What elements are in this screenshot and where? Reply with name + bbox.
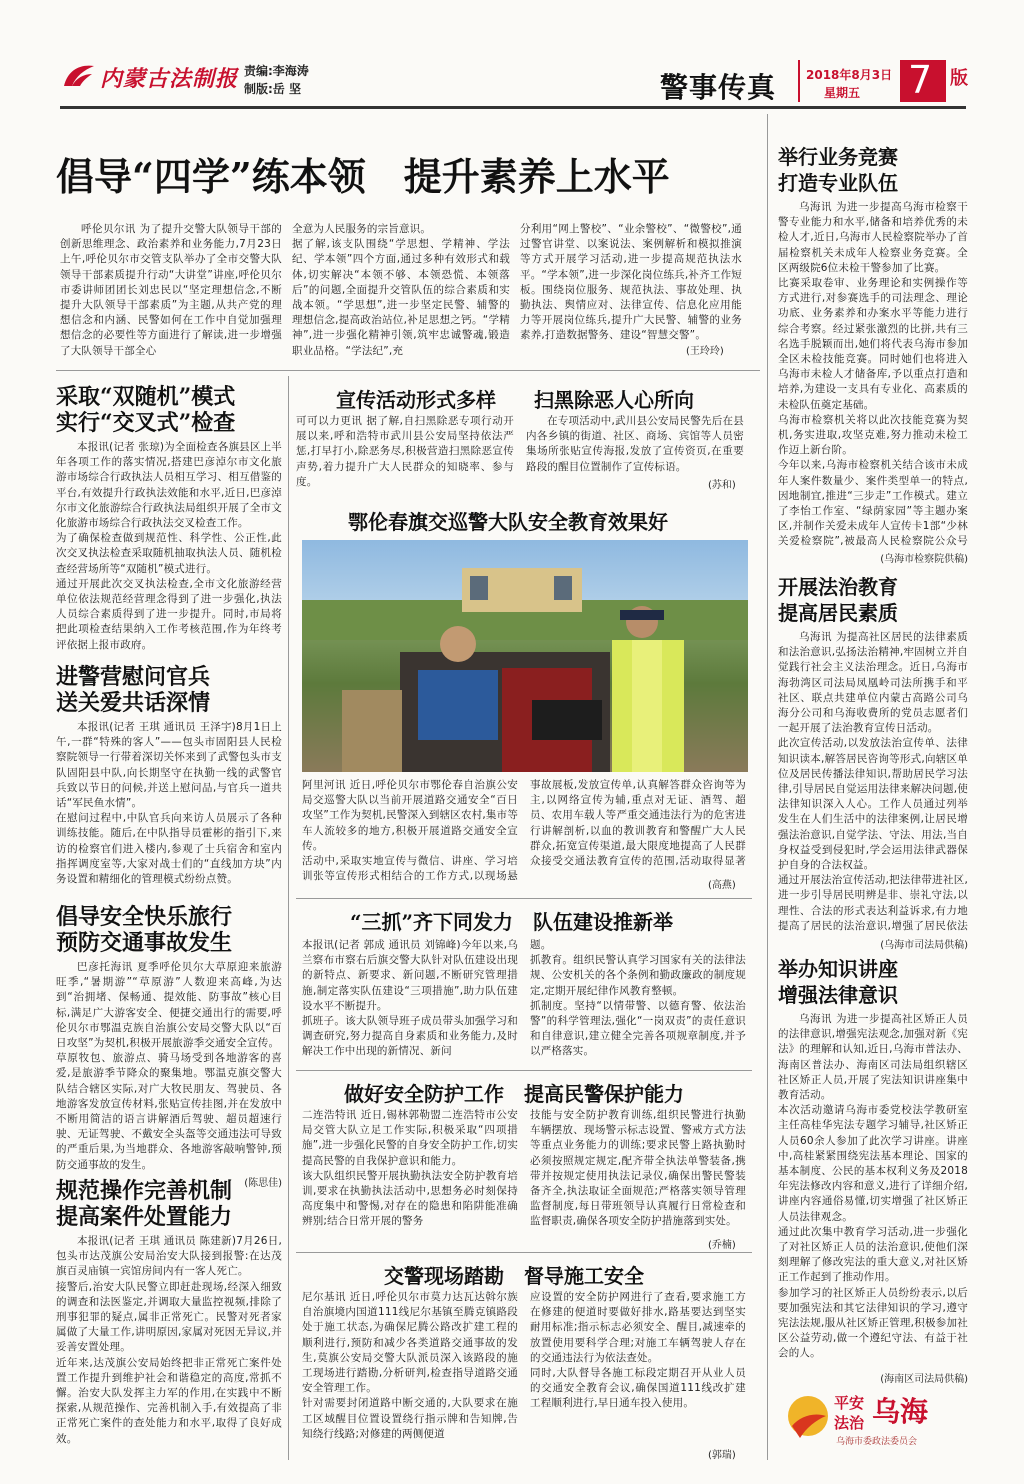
left-article-4-body: 本报讯(记者 王琪 通讯员 陈建新)7月26日,包头市达茂旗公安局治安大队接到报警:在达茂旗百灵庙镇一宾馆房间内有一客人死亡。 接警后,治安大队民警立即赶赴现场,经深入细致的调查和法医鉴定,并调取大量监控视频,排除了刑事犯罪的疑点,属非正常死亡。民警对死者家属做了大量工作,讲明原因,家属对死因无异议,并妥善安置处理。 近年来,达茂旗公安局始终把非正常死亡案件处置工作提升到维护社会和谐稳定的高度,常抓不懈。治安大队发挥主力军的作用,在实践中不断探索,从规范操作、完善机制入手,有效提高了非正常死亡案件的查处能力和水平,取得了良好成效。 xyxy=(56,1235,282,1445)
safety-top-rule xyxy=(296,1070,752,1071)
left-article-2-title-line1: 进警营慰问官兵 xyxy=(56,664,211,690)
right-article-2 xyxy=(778,574,968,951)
right-article-2-title-line2: 提高居民素质 xyxy=(778,601,898,625)
masthead-divider xyxy=(798,60,800,102)
crime-body: 在专项活动中,武川县公安局民警先后在县内各乡镇的街道、社区、商场、宾馆等人员密集场所张贴宣传海报,发放了宣传资页,在重要路段的醒目位置制作了宣传标语。 xyxy=(526,415,744,473)
page-unit: 版 xyxy=(950,68,968,89)
traffic-col-2: 应设置的安全防护网进行了查看,要求施工方在修建的便道时要做好排水,路基要达到坚实耐用标准;指示标志必须安全、醒目,减速牵的放置使用要科学合理;对施工车辆驾驶人存在的交通违法行为依法查处。 同时,大队督导各施工标段定期召开从业人员的交通安全教育会议,确保国道111线改扩建工程顺利进行,早日通车投入使用。 xyxy=(530,1291,746,1410)
right-article-3-body: 乌海讯 为进一步提高社区矫正人员的法律意识,增强宪法观念,加强对新《宪法》的理解和认知,近日,乌海市普法办、海南区普法办、海南区司法局组织辖区社区矫正人员,开展了宪法知识讲座集中教育活动。 本次活动邀请乌海市委党校法学教研室主任高桂华宪法专题学习辅导,社区矫正人员60余人参加了此次学习讲座。讲座中,高桂紧紧围绕宪法基本理论、国家的基本制度、公民的基本权利义务及2018年宪法修改内容和意义,进行了详细介绍,讲座内容通俗易懂,切实增强了社区矫正人员法律观念。 通过此次集中教育学习活动,进一步强化了对社区矫正人员的法治意识,使他们深刻理解了修改宪法的重大意义,对社区矫正工作起到了推动作用。 参加学习的社区矫正人员纷纷表示,以后要加强宪法和其它法律知识的学习,遵守宪法法规,服从社区矫正管理,积极参加社区公益劳动,做一个遵纪守法、有益于社会的人。 xyxy=(778,1013,968,1360)
logo-brand: 乌海 xyxy=(872,1395,929,1428)
left-article-2-title-line2: 送关爱共话深情 xyxy=(56,690,211,716)
producer-credit: 制版:岳 坚 xyxy=(244,82,301,96)
sanzhua-col-2: 题。 抓教育。组织民警认真学习国家有关的法律法规、公安机关的各个条例和勤政廉政的制度规定,定期开展纪律作风教育整顿。 抓制度。坚持“以情带警、以德育警、依法治警”的科学管理法,强化“一岗双责”的责任意识和自律意识,建立健全完善各项规章制度,并予以严格落实。 xyxy=(530,939,746,1058)
left-article-1-body: 本报讯(记者 张琼)为全面检查各旗县区上半年各项工作的落实情况,搭建巴彦淖尔市文化旅游市场综合行政执法人员相互学习、相互借鉴的平台,有效提升行政执法效能和水平,近日,巴彦淖尔市文化旅游综合行政执法局组织开展了全市文化旅游市场综合行政执法交叉检查工作。 为了确保检查做到规范性、科学性、公正性,此次交叉执法检查采取随机抽取执法人员、随机检查经营场所等“双随机”模式进行。 通过开展此次交叉执法检查,全市文化旅游经营单位依法规范经营理念得到了进一步强化,执法人员综合素质得到了进一步提升。同时,市局将把此项检查结果纳入工作考核范围,作为年终考评依据上报市政府。 xyxy=(56,441,282,651)
oroqen-col-2: 事故展板,发放宣传单,认真解答群众咨询等为主,以网络宣传为辅,重点对无证、酒驾、超员、农用车载人等严重交通违法行为的危害进行讲解剖析,以血的教训教育和警醒广大人民群众,拓宽宣传渠道,最大限度地提高了人民群众接受交通法教育宣传的范围,活动取得显著 xyxy=(530,779,746,868)
right-article-1-body: 乌海讯 为进一步提高乌海市检察干警专业能力和水平,储备和培养优秀的未检人才,近日,乌海市人民检察院举办了首届检察机关未成年人检察业务竞赛。全区两级院6位未检干警参加了比赛。 比赛采取卷审、业务理论和实例操作等方式进行,对参赛选手的司法理念、理论功底、业务素养和办案水平等能力进行综合考察。经过紧张激烈的比拼,共有三名选手脱颖而出,她们将代表乌海市参加全区未检技能竞赛。同时她们也将进入乌海市未检人才储备库,予以重点打造和培养,为建设一支具有专业化、高素质的未检队伍奠定基础。 乌海市检察机关将以此次技能竞赛为契机,务实进取,攻坚克难,努力推动未检工作迈上新台阶。 今年以来,乌海市检察机关结合该市未成年人案件数量少、案件类型单一的特点,因地制宜,推进“三步走”工作模式。建立了李怡工作室、“绿荫家园”等主题办案区,并制作关爱未成年人宣传卡1部“少林关爱检察院”,被最高人民检察院公众号 xyxy=(778,201,968,548)
safety-title: 做好安全防护工作 提高民警保护能力 xyxy=(344,1082,684,1106)
left-article-3 xyxy=(56,904,282,1189)
sanzhua-col-1: 本报讯(记者 郭成 通讯员 刘锦峰)今年以来,乌兰察布市察右后旗交警大队针对队伍建设出现的新特点、新要求、新问题,不断研究管理措施,制定落实队伍建设“三项措施”,助力队伍建设水平不断提升。 抓班子。该大队领导班子成员带头加强学习和调查研究,努力提高自身素质和业务能力,及时解决工作中出现的新情况、新问 xyxy=(302,939,518,1058)
issue-weekday: 星期五 xyxy=(824,86,861,100)
left-article-4 xyxy=(56,1178,282,1456)
lead-headline: 倡导“四学”练本领 提升素养上水平 xyxy=(56,154,670,199)
left-article-3-author: (陈思佳) xyxy=(244,1178,282,1189)
traffic-author: (郭瑞) xyxy=(708,1450,736,1461)
traffic-title: 交警现场踏勘 督导施工安全 xyxy=(384,1264,644,1288)
issue-date: 2018年8月3日 xyxy=(806,68,893,82)
newspaper-logo: 内蒙古法制报 xyxy=(100,66,239,92)
page-number: 7 xyxy=(908,58,933,102)
oroqen-col-1: 阿里河讯 近日,呼伦贝尔市鄂伦春自治旗公安局交巡警大队以当前开展道路交通安全“百日攻坚”工作为契机,民警深入到辖区农村,集市等车人流较多的地方,积极开展道路交通安全宣传。 活动中,采取实地宣传与微信、讲座、学习培训张等宣传形式相结合的工作方式,以现场悬 xyxy=(302,779,518,883)
masthead xyxy=(0,0,1024,108)
logo-line-1: 平安 xyxy=(834,1394,865,1412)
lead-col-2: 全意为人民服务的宗旨意识。 据了解,该支队围绕“学思想、学精神、学法纪、学本领”四个方面,通过多种有效形式和载体,切实解决“本领不够、本领恐慌、本领落后”的问题,全面提升交管队伍的综合素质和实战本领。“学思想”,进一步坚定民警、辅警的理想信念,提高政治站位,补足思想之钙。“学精神”,进一步强化精神引领,筑牢忠诚警魂,锻造职业品格。“学法纪”,充 xyxy=(292,223,510,357)
masthead-rule xyxy=(60,106,966,109)
logo-sun-icon xyxy=(786,1394,830,1440)
right-column-rule xyxy=(767,114,768,1460)
right-article-3 xyxy=(778,956,968,1385)
traffic-col-1: 尼尔基讯 近日,呼伦贝尔市莫力达瓦达斡尔族自治旗境内国道111线尼尔基镇至腾克镇路段处于施工状态,为确保尼腾公路改扩建工程的顺利进行,预防和减少各类道路交通事故的发生,莫旗公安局交警大队派员深入该路段的施工现场进行踏勘,分析研判,检查指导道路交通安全管理工作。 针对需要封闭道路中断交通的,大队要求在施工区域醒目位置设置绕行指示牌和告知牌,告知绕行线路;对修建的两侧便道 xyxy=(302,1291,518,1440)
right-article-2-title-line1: 开展法治教育 xyxy=(778,575,898,599)
left-article-3-body: 巴彦托海讯 夏季呼伦贝尔大草原迎来旅游旺季,“暑期游”“草原游”人数迎来高峰,为达到“治拥堵、保畅通、提效能、防事故”核心目标,满足广大游客安全、便捷交通出行的需要,呼伦贝尔市鄂温克族自治旗公安局交警大队以“百日攻坚”为契机,积极开展旅游季交通安全宣传。 草原牧包、旅游点、骑马场受到各地游客的喜爱,是旅游季节降众的聚集地。鄂温克旗交警大队结合辖区实际,对广大牧民朋友、驾驶员、各地游客发放宣传材料,张贴宣传挂图,并在发放中不断用简洁的语言讲解酒后驾驶、超员超速行驶、无证驾驶、不戴安全头盔等交通违法可导致的严重后果,为当地群众、各地游客敲响警钟,预防交通事故的发生。 xyxy=(56,961,282,1171)
safety-author: (乔楠) xyxy=(708,1240,736,1251)
traffic-top-rule xyxy=(296,1252,752,1253)
lead-author: (王玲玲) xyxy=(686,346,724,357)
oroqen-title: 鄂伦春旗交巡警大队安全教育效果好 xyxy=(348,510,668,534)
left-column-rule xyxy=(288,376,289,1460)
propaganda-title: 宣传活动形式多样 xyxy=(336,388,496,412)
ping-an-wuhai-logo xyxy=(786,1390,976,1450)
right-article-2-body: 乌海讯 为提高社区居民的法律素质和法治意识,弘扬法治精神,牢固树立并自觉践行社会主义法治理念。近日,乌海市海勃湾区司法局凤凰岭司法所携手和平社区、联点共建单位内蒙古高路公司乌海分公司和乌海收费所的党员志愿者们一起开展了法治教育宣传日活动。 此次宣传活动,以发放法治宣传单、法律知识读本,解答居民咨询等形式,向辖区单位及居民传播法律知识,帮助居民学习法律,引导居民自觉运用法律来解决问题,使法律知识深入人心。工作人员通过列举发生在人们生活中的法律案例,让居民增强法治意识,自觉学法、守法、用法,当自身权益受到侵犯时,学会运用法律武器保护自身的合法权益。 通过开展法治宣传活动,把法律带进社区,进一步引导居民明辨是非、崇礼守法,以理性、合法的形式表达利益诉求,有力地提高了居民的法治意识,增强了居民依法 xyxy=(778,631,968,932)
left-article-3-title-line1: 倡导安全快乐旅行 xyxy=(56,904,233,930)
editor-credit: 责编:李海涛 xyxy=(244,64,309,78)
right-article-1 xyxy=(778,144,968,565)
oroqen-author: (高燕) xyxy=(708,880,736,891)
logo-line-2: 法治 xyxy=(834,1414,865,1432)
right-article-1-title-line2: 打造专业队伍 xyxy=(778,171,898,195)
right-article-3-author: (海南区司法局供稿) xyxy=(880,1374,968,1385)
sanzhua-top-rule xyxy=(296,898,752,899)
left-article-4-title-line1: 规范操作完善机制 xyxy=(56,1178,233,1204)
right-article-1-title-line1: 举行业务竞赛 xyxy=(778,145,898,169)
logo-subtitle: 乌海市委政法委员会 xyxy=(836,1437,918,1447)
left-article-3-title-line2: 预防交通事故发生 xyxy=(56,930,233,956)
right-article-3-title-line2: 增强法律意识 xyxy=(778,983,898,1007)
right-article-3-title-line1: 举办知识讲座 xyxy=(778,957,898,981)
propaganda-body: 可可以力更讯 据了解,自扫黑除恶专项行动开展以来,呼和浩特市武川县公安局坚持依法严惩,打早打小,除恶务尽,积极营造扫黑除恶宣传声势,着力提升广大人民群众的知晓率、参与度。 xyxy=(296,415,514,488)
section-title: 警事传真 xyxy=(660,71,777,104)
left-article-1-title-line2: 实行“交叉式”检查 xyxy=(56,410,236,436)
logo-mark-icon xyxy=(62,62,96,88)
lead-col-3: 分利用“网上警校”、“业余警校”、“微警校”,通过警官讲堂、以案说法、案例解析和模拟推演等方式开展学习活动,进一步提高规范执法水平。“学本领”,进一步深化岗位练兵,补齐工作短板。围绕岗位服务、规范执法、事故处理、执勤执法、舆情应对、法律宣传、信息化应用能力等开展岗位练兵,提升广大民警、辅警的业务素养,打造数据警务、建设“智慧交警”。 xyxy=(520,223,742,342)
right-article-1-author: (乌海市检察院供稿) xyxy=(880,554,968,565)
lead-story-bottom-rule xyxy=(56,370,760,371)
safety-col-2: 技能与安全防护教育训练,组织民警进行执勤车辆摆放、现场警示标志设置、警戒方式方法等重点业务能力的训练;要求民警上路执勤时必须按照规定规定,配齐带全执法单警装备,携带并按规定使用执法记录仪,确保出警民警装备齐全,执法取证全面规范;严格落实领导管理监督制度,每日带班领导认真履行日常检查和监督职责,确保各项安全防护措施落到实处。 xyxy=(530,1109,746,1228)
crime-title: 扫黑除恶人心所向 xyxy=(534,388,694,412)
left-article-2-body: 本报讯(记者 王琪 通讯员 王泽宇)8月1日上午,一群“特殊的客人”——包头市固阳县人民检察院领导一行带着深切关怀来到了武警包头市支队固阳县中队,向长期坚守在执勤一线的武警官兵致以节日的问候,并送上慰问品,与官兵一道共话“军民鱼水情”。 在慰问过程中,中队官兵向来访人员展示了各种训练技能。随后,在中队指导员霍彬的指引下,来访的检察官们进入楼内,参观了士兵宿舍和室内指挥调度室等,大家对战士们的“直线加方块”内务设置和精细化的管理模式纷纷点赞。 xyxy=(56,721,282,886)
safety-col-1: 二连浩特讯 近日,锡林郭勒盟二连浩特市公安局交管大队立足工作实际,积极采取“四项措施”,进一步强化民警的自身安全防护工作,切实提高民警的自我保护意识和能力。 该大队组织民警开展执勤执法安全防护教育培训,要求在执勤执法活动中,思想务必时刻保持高度集中和警惕,对存在的隐患和陷阱能准确辨别;结合日常开展的警务 xyxy=(302,1109,518,1228)
left-article-2 xyxy=(56,664,282,912)
left-article-4-title-line2: 提高案件处置能力 xyxy=(56,1204,233,1230)
crime-author: (苏和) xyxy=(708,480,736,491)
lead-col-1: 呼伦贝尔讯 为了提升交警大队领导干部的创新思维理念、政治素养和业务能力,7月23日上午,呼伦贝尔市交管支队举办了全市交警大队领导干部素质提升行动“大讲堂”讲座,呼伦贝尔市委讲师团团长刘忠民以“坚定理想信念,不断提升大队领导干部素质”为主题,从共产党的理想信念和内涵、民警如何在工作中自觉加强理想信念的必要性等方面进行了解读,进一步增强了大队领导干部全心 xyxy=(60,223,282,357)
sanzhua-title: “三抓”齐下同发力 队伍建设推新举 xyxy=(350,910,674,934)
left-article-1-title-line1: 采取“双随机”模式 xyxy=(56,384,236,410)
right-article-2-author: (乌海市司法局供稿) xyxy=(880,940,968,951)
traffic-police-photo xyxy=(302,540,748,772)
left-article-1 xyxy=(56,384,282,654)
